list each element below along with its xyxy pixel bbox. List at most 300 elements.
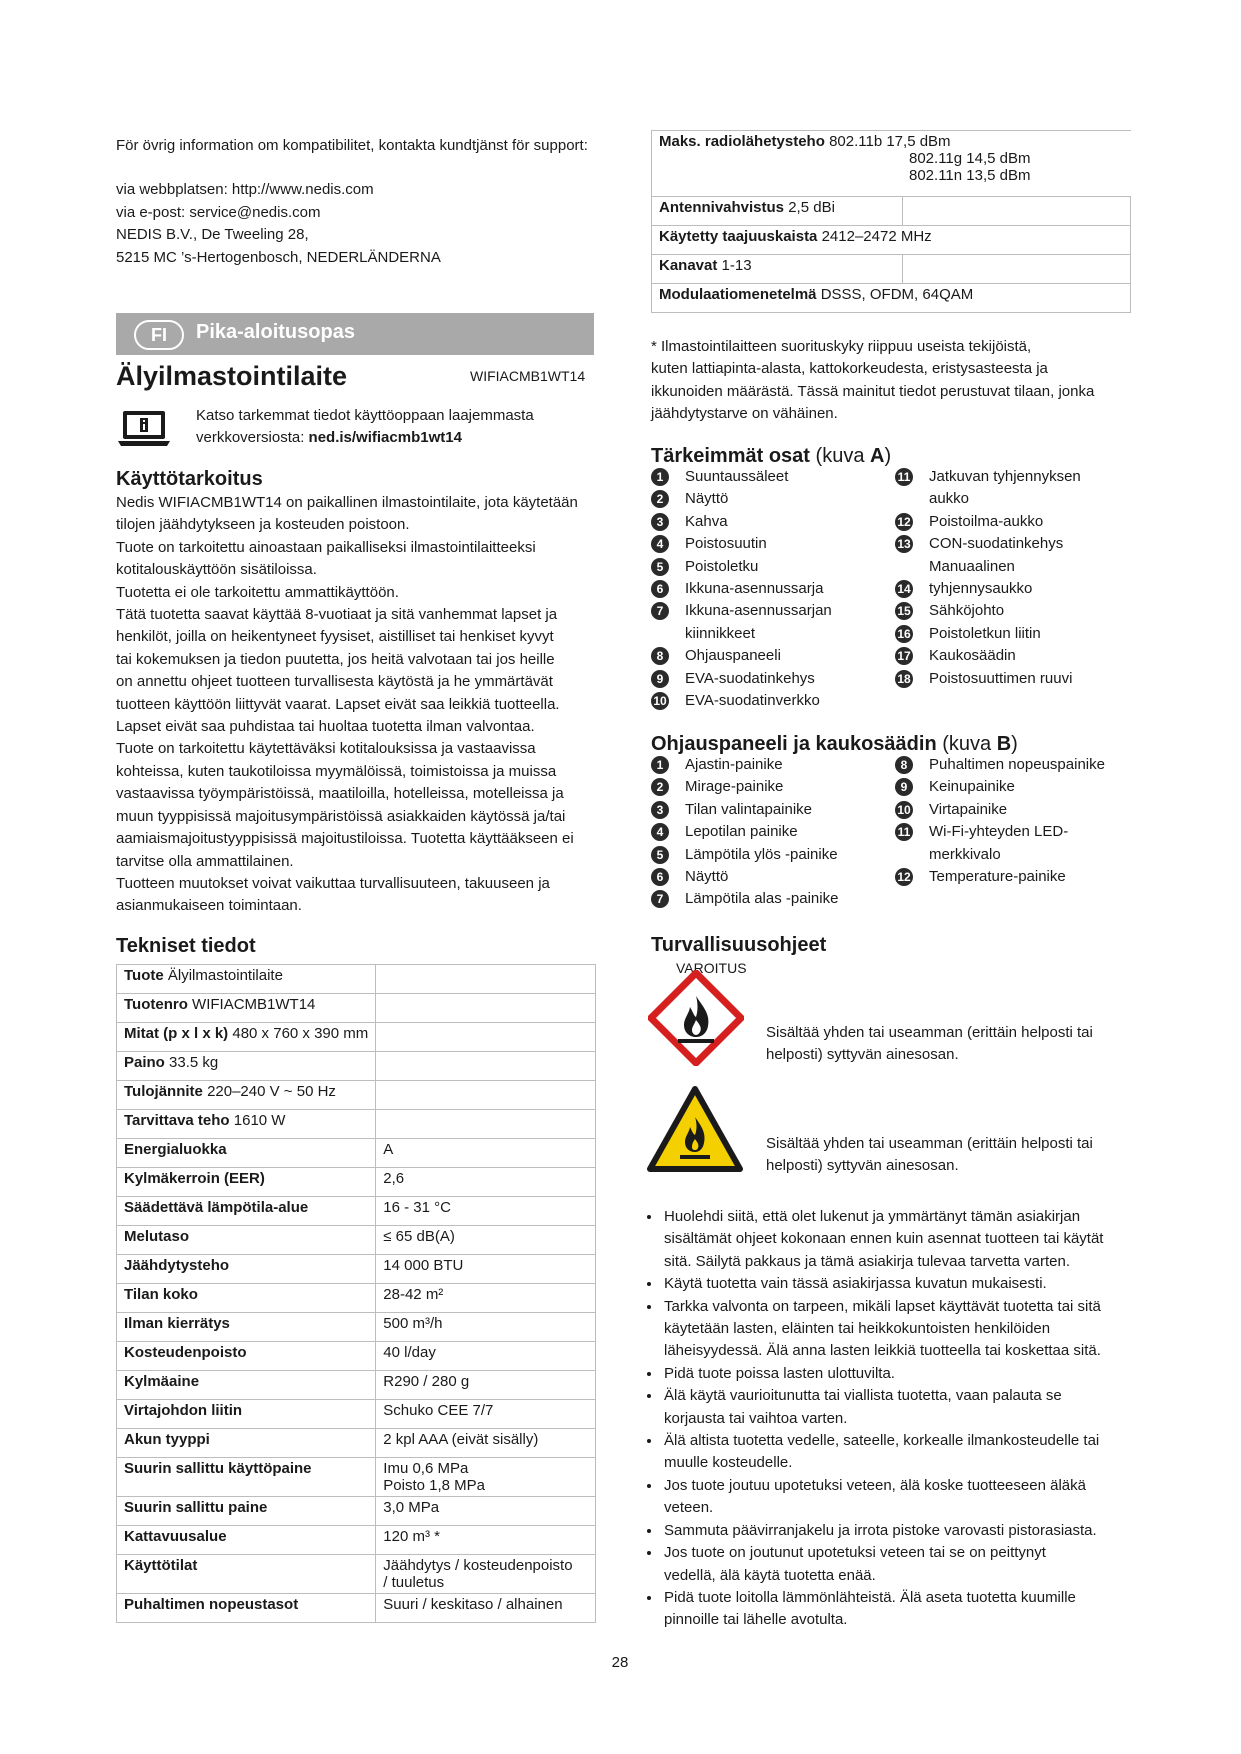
spec-key-cell bbox=[117, 1226, 376, 1255]
spec-value-cell bbox=[376, 1197, 596, 1226]
radio-row-5-key: Modulaatiomenetelmä bbox=[659, 286, 817, 303]
item-label: Ikkuna-asennussarja bbox=[685, 580, 824, 598]
radio-row-5-value: DSSS, OFDM, 64QAM bbox=[820, 286, 974, 303]
safety-bullet-line: korjausta tai vaihtoa varten. bbox=[664, 1409, 848, 1427]
purpose-line: vastaavissa työympäristöissä, maatiloilla, hotelleissa, motelleissa ja bbox=[116, 785, 564, 803]
spec-key: Kylmäkerroin (EER) bbox=[124, 1170, 265, 1187]
item-number: 9 bbox=[651, 670, 669, 688]
spec-key: Säädettävä lämpötila-alue bbox=[124, 1199, 309, 1216]
safety-bullet bbox=[662, 1475, 1138, 1520]
item-label: Lämpötila alas -painike bbox=[685, 890, 839, 908]
safety-bullet-line: • Jos tuote on joutunut upotetuksi veteen tai se on peittynyt bbox=[664, 1544, 1046, 1562]
spec-value: 2 kpl AAA (eivät sisälly) bbox=[383, 1431, 539, 1448]
radio-row-3-key: Käytetty taajuuskaista bbox=[659, 228, 818, 245]
spec-value: 14 000 BTU bbox=[383, 1257, 464, 1274]
spec-cell-empty bbox=[376, 965, 596, 994]
warning-label: VAROITUS bbox=[676, 960, 747, 976]
spec-value: 2,6 bbox=[383, 1170, 405, 1187]
list-item bbox=[651, 645, 891, 667]
spec-key: Käyttötilat bbox=[124, 1557, 198, 1574]
spec-value: 120 m³ * bbox=[383, 1528, 440, 1545]
item-label: Lämpötila ylös -painike bbox=[685, 845, 838, 863]
laptop-icon bbox=[117, 409, 171, 449]
spec-key: Virtajohdon liitin bbox=[124, 1402, 243, 1419]
spec-value-cell bbox=[376, 1371, 596, 1400]
safety-bullets bbox=[648, 1206, 1138, 1632]
spec-value: Suuri / keskitaso / alhainen bbox=[383, 1596, 563, 1613]
spec-key: Mitat (p x l x k) bbox=[124, 1025, 229, 1042]
footnote-line: ikkunoiden määrästä. Tässä mainitut tiedot perustuvat tilaan, jonka bbox=[651, 382, 1095, 400]
safety-bullet-line: • Sammuta päävirranjakelu ja irrota pistoke varovasti pistorasiasta. bbox=[664, 1521, 1097, 1539]
spec-value: Imu 0,6 MPa bbox=[383, 1460, 469, 1477]
safety-bullet-line: • Tarkka valvonta on tarpeen, mikäli lapset käyttävät tuotetta tai sitä bbox=[664, 1297, 1101, 1315]
spec-key: Kylmäaine bbox=[124, 1373, 200, 1390]
ghs-flame-icon bbox=[648, 970, 744, 1066]
item-number: 15 bbox=[895, 602, 913, 620]
spec-key-cell bbox=[117, 1255, 376, 1284]
purpose-line: tuotteen käyttöön liittyvät vaarat. Lapset eivät saa leikkiä tuotteella. bbox=[116, 695, 560, 713]
item-number: 4 bbox=[651, 823, 669, 841]
purpose-line: Tuote on tarkoitettu käytettäväksi kotitalouksissa ja vastaavissa bbox=[116, 740, 536, 758]
purpose-line: tai kokemuksen ja tiedon puutetta, jos heitä valvotaan tai jos heille bbox=[116, 650, 555, 668]
spec-key-cell bbox=[117, 1284, 376, 1313]
item-number: 5 bbox=[651, 558, 669, 576]
spec-cell-empty bbox=[376, 1081, 596, 1110]
page-number: 28 bbox=[611, 1654, 629, 1671]
safety-bullet-line: • Pidä tuote loitolla lämmönlähteistä. Älä aseta tuotetta kuumille bbox=[664, 1588, 1076, 1606]
spec-value: 40 l/day bbox=[383, 1344, 436, 1361]
spec-row bbox=[117, 1371, 596, 1400]
spec-row bbox=[117, 1081, 596, 1110]
parts-fig-letter: A bbox=[870, 445, 885, 467]
spec-row bbox=[117, 1497, 596, 1526]
safety-bullet-line: sitä. Säilytä pakkaus ja tämä asiakirja tulevaa tarvetta varten. bbox=[664, 1252, 1071, 1270]
spec-cell bbox=[117, 1110, 376, 1139]
safety-bullet-line: käytetään lasten, eläinten tai heikkokuntoisten henkilöiden bbox=[664, 1320, 1051, 1338]
spec-value: 500 m³/h bbox=[383, 1315, 443, 1332]
spec-key: Tuote bbox=[124, 967, 164, 984]
warning-text-1 bbox=[766, 1022, 1126, 1067]
spec-value: Jäähdytys / kosteudenpoisto bbox=[383, 1557, 573, 1574]
item-label: Mirage-painike bbox=[685, 778, 784, 796]
list-item bbox=[895, 645, 1135, 667]
spec-key-cell bbox=[117, 1526, 376, 1555]
list-item bbox=[651, 799, 891, 821]
item-label: kiinnikkeet bbox=[685, 624, 756, 642]
spec-row bbox=[117, 994, 596, 1023]
item-label: EVA-suodatinverkko bbox=[685, 692, 820, 710]
item-label: Temperature-painike bbox=[929, 868, 1066, 886]
purpose-heading: Käyttötarkoitus bbox=[116, 468, 263, 490]
spec-cell-empty bbox=[376, 1052, 596, 1081]
item-label: Lepotilan painike bbox=[685, 823, 798, 841]
item-number: 6 bbox=[651, 868, 669, 886]
spec-key-cell bbox=[117, 1458, 376, 1497]
radio-row-1-key: Maks. radiolähetysteho bbox=[659, 133, 825, 150]
spec-key-cell bbox=[117, 1555, 376, 1594]
spec-value-cell bbox=[376, 1497, 596, 1526]
spec-value: R290 / 280 g bbox=[383, 1373, 470, 1390]
spec-key: Paino bbox=[124, 1054, 165, 1071]
safety-bullet-line: vedellä, älä käytä tuotetta enää. bbox=[664, 1566, 876, 1584]
safety-bullet bbox=[662, 1542, 1138, 1587]
spec-row bbox=[117, 1023, 596, 1052]
spec-value: 480 x 760 x 390 mm bbox=[232, 1025, 369, 1042]
list-item bbox=[651, 488, 891, 510]
item-number: 11 bbox=[895, 823, 913, 841]
item-number: 2 bbox=[651, 490, 669, 508]
item-number: 8 bbox=[895, 756, 913, 774]
parts-fig-close: ) bbox=[884, 445, 892, 467]
spec-row bbox=[117, 1594, 596, 1623]
spec-value-cell bbox=[376, 1342, 596, 1371]
spec-value: 16 - 31 °C bbox=[383, 1199, 451, 1216]
list-item bbox=[895, 799, 1135, 821]
spec-value-cell bbox=[376, 1168, 596, 1197]
spec-value: WIFIACMB1WT14 bbox=[192, 996, 316, 1013]
purpose-line: Tuotetta ei ole tarkoitettu ammattikäyttöön. bbox=[116, 583, 399, 601]
purpose-line: aamiaismajoitustyyppisissä majoitustiloissa. Tuotetta käyttääkseen ei bbox=[116, 830, 574, 848]
safety-bullet-line: muulle kosteudelle. bbox=[664, 1454, 793, 1472]
spec-key-cell bbox=[117, 1594, 376, 1623]
warning-text-2 bbox=[766, 1133, 1126, 1178]
item-number: 13 bbox=[895, 535, 913, 553]
purpose-body bbox=[116, 492, 606, 918]
list-item bbox=[895, 844, 1135, 866]
safety-bullet-line: • Älä altista tuotetta vedelle, sateelle, korkealle ilmankosteudelle tai bbox=[664, 1432, 1100, 1450]
list-item bbox=[651, 668, 891, 690]
spec-value-cell bbox=[376, 1139, 596, 1168]
purpose-line: kohteissa, kuten taukotiloissa myymälöissä, toimistoissa ja muissa bbox=[116, 762, 557, 780]
safety-bullet-line: • Jos tuote joutuu upotetuksi veteen, älä koske tuotteeseen äläkä bbox=[664, 1476, 1086, 1494]
spec-row bbox=[117, 1226, 596, 1255]
spec-key: Tilan koko bbox=[124, 1286, 198, 1303]
item-label: CON-suodatinkehys bbox=[929, 535, 1064, 553]
list-item bbox=[651, 466, 891, 488]
item-label: Suuntaussäleet bbox=[685, 468, 789, 485]
language-band bbox=[116, 313, 594, 355]
spec-key: Suurin sallittu paine bbox=[124, 1499, 268, 1516]
list-item bbox=[651, 556, 891, 578]
item-number: 18 bbox=[895, 670, 913, 688]
list-item bbox=[895, 866, 1135, 888]
safety-bullet bbox=[662, 1206, 1138, 1273]
radio-row-3-value: 2412–2472 MHz bbox=[821, 228, 932, 245]
manual-note bbox=[196, 405, 586, 450]
purpose-line: tilojen jäähdytykseen ja kosteuden poistoon. bbox=[116, 516, 410, 534]
warning-line: Sisältää yhden tai useamman (erittäin helposti tai bbox=[766, 1024, 1093, 1041]
spec-key-cell bbox=[117, 1139, 376, 1168]
spec-row bbox=[117, 1458, 596, 1497]
item-number: 3 bbox=[651, 513, 669, 531]
spec-value: Älyilmastointilaite bbox=[167, 967, 283, 984]
spec-value-cell bbox=[376, 1313, 596, 1342]
spec-key: Akun tyyppi bbox=[124, 1431, 210, 1448]
spec-value-cell bbox=[376, 1594, 596, 1623]
parts-heading-text: Tärkeimmät osat bbox=[651, 445, 810, 467]
list-item bbox=[651, 600, 891, 622]
safety-bullet bbox=[662, 1296, 1138, 1363]
spec-value: 1610 W bbox=[233, 1112, 286, 1129]
parts-heading bbox=[651, 444, 891, 468]
spec-value: 28-42 m² bbox=[383, 1286, 444, 1303]
spec-cell-empty bbox=[376, 994, 596, 1023]
purpose-line: Tätä tuotetta saavat käyttää 8-vuotiaat ja sitä vanhemmat lapset ja bbox=[116, 606, 558, 624]
safety-bullet bbox=[662, 1363, 1138, 1385]
purpose-line: Tuote on tarkoitettu ainoastaan paikalliseksi ilmastointilaitteeksi bbox=[116, 538, 536, 556]
list-item bbox=[651, 821, 891, 843]
product-model: WIFIACMB1WT14 bbox=[470, 368, 586, 384]
spec-value: 3,0 MPa bbox=[383, 1499, 440, 1516]
spec-value-cell bbox=[376, 1400, 596, 1429]
purpose-line: tarvitse olla ammattilainen. bbox=[116, 852, 294, 870]
list-item bbox=[895, 466, 1135, 488]
spec-key-cell bbox=[117, 1197, 376, 1226]
spec-row bbox=[117, 1342, 596, 1371]
footnote-line: * Ilmastointilaitteen suorituskyky riippuu useista tekijöistä, bbox=[651, 338, 1032, 355]
spec-row bbox=[117, 965, 596, 994]
list-item bbox=[895, 488, 1135, 510]
contact-intro: För övrig information om kompatibilitet, kontakta kundtjänst för support: bbox=[116, 137, 588, 154]
item-label: Sähköjohto bbox=[929, 602, 1005, 620]
item-number: 2 bbox=[651, 778, 669, 796]
list-item bbox=[895, 754, 1135, 776]
spec-row bbox=[117, 1168, 596, 1197]
spec-value-cell bbox=[376, 1255, 596, 1284]
list-item bbox=[651, 623, 891, 645]
spec-key-cell bbox=[117, 1371, 376, 1400]
purpose-line: henkilöt, joilla on heikentyneet fyysiset, aistilliset tai henkiset kyvyt bbox=[116, 628, 554, 646]
radio-table bbox=[651, 130, 1131, 313]
list-item bbox=[895, 776, 1135, 798]
spec-key: Ilman kierrätys bbox=[124, 1315, 230, 1332]
list-item bbox=[895, 623, 1135, 645]
spec-value-2: / tuuletus bbox=[383, 1574, 445, 1591]
list-item bbox=[895, 556, 1135, 578]
list-item bbox=[895, 821, 1135, 843]
item-label: Poistosuutin bbox=[685, 535, 767, 553]
spec-row bbox=[117, 1429, 596, 1458]
spec-key: Tulojännite bbox=[124, 1083, 203, 1100]
spec-value: 33.5 kg bbox=[169, 1054, 219, 1071]
spec-cell-empty bbox=[376, 1023, 596, 1052]
purpose-line: Nedis WIFIACMB1WT14 on paikallinen ilmastointilaite, jota käytetään bbox=[116, 494, 578, 511]
spec-key-cell bbox=[117, 1429, 376, 1458]
safety-bullet-line: sisältämät ohjeet kokonaan ennen kuin asennat tuotteen tai käytät bbox=[664, 1230, 1104, 1248]
item-number: 5 bbox=[651, 846, 669, 864]
spec-cell bbox=[117, 1023, 376, 1052]
item-label: Poistoilma-aukko bbox=[929, 512, 1044, 530]
spec-row bbox=[117, 1555, 596, 1594]
spec-key: Melutaso bbox=[124, 1228, 190, 1245]
spec-row bbox=[117, 1400, 596, 1429]
spec-value-cell bbox=[376, 1284, 596, 1313]
safety-bullet-line: • Huolehdi siitä, että olet lukenut ja ymmärtänyt tämän asiakirjan bbox=[664, 1208, 1081, 1225]
item-number: 1 bbox=[651, 468, 669, 486]
parts-list-left bbox=[651, 466, 891, 712]
radio-row-1-value-2: 802.11g 14,5 dBm bbox=[909, 150, 1031, 167]
safety-bullet bbox=[662, 1587, 1138, 1632]
list-item bbox=[651, 578, 891, 600]
footnote bbox=[651, 336, 1131, 426]
contact-email: via e-post: service@nedis.com bbox=[116, 203, 321, 221]
item-number: 12 bbox=[895, 513, 913, 531]
spec-row bbox=[117, 1526, 596, 1555]
item-number: 14 bbox=[895, 580, 913, 598]
footnote-line: kuten lattiapinta-alasta, kattokorkeudesta, eristysasteesta ja bbox=[651, 360, 1048, 378]
radio-row-4-value: 1-13 bbox=[721, 257, 752, 274]
item-label: EVA-suodatinkehys bbox=[685, 669, 815, 687]
panel-heading-text: Ohjauspaneeli ja kaukosäädin bbox=[651, 733, 937, 755]
panel-list-right bbox=[895, 754, 1135, 888]
spec-value: 220–240 V ~ 50 Hz bbox=[207, 1083, 336, 1100]
spec-cell bbox=[117, 965, 376, 994]
safety-bullet bbox=[662, 1273, 1138, 1295]
parts-fig: (kuva bbox=[815, 445, 870, 467]
footnote-line: jäähdytystarve on vähäinen. bbox=[651, 405, 838, 423]
spec-cell bbox=[117, 1052, 376, 1081]
spec-key-cell bbox=[117, 1400, 376, 1429]
safety-bullet bbox=[662, 1430, 1138, 1475]
list-item bbox=[895, 511, 1135, 533]
language-badge: FI bbox=[134, 320, 184, 350]
spec-key: Suurin sallittu käyttöpaine bbox=[124, 1460, 312, 1477]
radio-row-2-key: Antennivahvistus bbox=[659, 199, 785, 216]
item-number: 9 bbox=[895, 778, 913, 796]
spec-key-cell bbox=[117, 1168, 376, 1197]
warning-line: Sisältää yhden tai useamman (erittäin helposti tai bbox=[766, 1135, 1093, 1152]
spec-key: Kattavuusalue bbox=[124, 1528, 227, 1545]
contact-address-2: 5215 MC ’s-Hertogenbosch, NEDERLÄNDERNA bbox=[116, 248, 441, 266]
spec-value: ≤ 65 dB(A) bbox=[383, 1228, 455, 1245]
purpose-line: muun tyyppisissä majoitusympäristöissä asiakkaiden käytössä ja/tai bbox=[116, 807, 566, 825]
warning-line: helposti) syttyvän ainesosan. bbox=[766, 1046, 959, 1064]
spec-key-cell bbox=[117, 1313, 376, 1342]
item-label: Keinupainike bbox=[929, 778, 1015, 796]
spec-key: Jäähdytysteho bbox=[124, 1257, 230, 1274]
spec-key: Kosteudenpoisto bbox=[124, 1344, 247, 1361]
item-label: Poistoletku bbox=[685, 557, 759, 575]
item-label: Tilan valintapainike bbox=[685, 800, 813, 818]
specs-table bbox=[116, 964, 596, 1623]
item-label: Ajastin-painike bbox=[685, 756, 783, 773]
spec-cell bbox=[117, 994, 376, 1023]
list-item bbox=[651, 533, 891, 555]
safety-heading: Turvallisuusohjeet bbox=[651, 934, 827, 956]
band-title: Pika-aloitusopas bbox=[196, 321, 355, 343]
item-number: 4 bbox=[651, 535, 669, 553]
list-item bbox=[895, 600, 1135, 622]
safety-bullet-line: pinnoille tai lähelle avotulta. bbox=[664, 1611, 848, 1629]
spec-row bbox=[117, 1313, 596, 1342]
spec-key-cell bbox=[117, 1497, 376, 1526]
item-number: 1 bbox=[651, 756, 669, 774]
item-label: Virtapainike bbox=[929, 800, 1008, 818]
item-label: Poistosuuttimen ruuvi bbox=[929, 669, 1073, 687]
radio-row-2-value: 2,5 dBi bbox=[788, 199, 835, 216]
purpose-line: on annettu ohjeet tuotteen turvallisesta käytöstä ja he ymmärtävät bbox=[116, 673, 553, 691]
purpose-line: kotitalouskäyttöön sisätiloissa. bbox=[116, 561, 317, 579]
item-label: Kaukosäädin bbox=[929, 647, 1016, 665]
spec-row bbox=[117, 1139, 596, 1168]
purpose-line: Tuotteen muutokset voivat vaikuttaa turvallisuuteen, takuuseen ja bbox=[116, 874, 550, 892]
warning-line: helposti) syttyvän ainesosan. bbox=[766, 1157, 959, 1175]
spec-row bbox=[117, 1110, 596, 1139]
item-number: 7 bbox=[651, 890, 669, 908]
radio-row-4-key: Kanavat bbox=[659, 257, 718, 274]
contact-block bbox=[116, 135, 594, 269]
safety-bullet-line: läheisyydessä. Älä anna lasten leikkiä tuotteella tai koskettaa sitä. bbox=[664, 1342, 1101, 1360]
list-item bbox=[651, 888, 891, 910]
list-item bbox=[651, 844, 891, 866]
list-item bbox=[651, 511, 891, 533]
spec-value-cell bbox=[376, 1555, 596, 1594]
spec-key: Puhaltimen nopeustasot bbox=[124, 1596, 299, 1613]
spec-value: A bbox=[383, 1141, 394, 1158]
flammable-warning-icon bbox=[646, 1085, 744, 1175]
manual-note-text: Katso tarkemmat tiedot käyttöoppaan laajemmasta verkkoversiosta: bbox=[196, 407, 534, 447]
item-label: Ohjauspaneeli bbox=[685, 647, 781, 665]
item-number: 10 bbox=[651, 692, 669, 710]
list-item bbox=[651, 690, 891, 712]
panel-fig-close: ) bbox=[1011, 733, 1018, 755]
radio-row-1-value-3: 802.11n 13,5 dBm bbox=[909, 167, 1031, 184]
item-number: 8 bbox=[651, 647, 669, 665]
item-number: 10 bbox=[895, 801, 913, 819]
spec-value-cell bbox=[376, 1226, 596, 1255]
spec-key: Tuotenro bbox=[124, 996, 188, 1013]
spec-row bbox=[117, 1284, 596, 1313]
item-label: Kahva bbox=[685, 512, 728, 530]
list-item bbox=[651, 866, 891, 888]
item-label: Näyttö bbox=[685, 490, 729, 508]
manual-link[interactable]: ned.is/wifiacmb1wt14 bbox=[308, 429, 462, 447]
safety-bullet-line: • Käytä tuotetta vain tässä asiakirjassa kuvatun mukaisesti. bbox=[664, 1275, 1047, 1293]
safety-bullet bbox=[662, 1385, 1138, 1430]
list-item bbox=[895, 578, 1135, 600]
item-number: 11 bbox=[895, 468, 913, 486]
parts-list-right bbox=[895, 466, 1135, 690]
spec-value-cell bbox=[376, 1429, 596, 1458]
spec-cell-empty bbox=[376, 1110, 596, 1139]
spec-cell bbox=[117, 1081, 376, 1110]
item-number: 12 bbox=[895, 868, 913, 886]
item-number: 6 bbox=[651, 580, 669, 598]
spec-value: Schuko CEE 7/7 bbox=[383, 1402, 494, 1419]
item-number: 3 bbox=[651, 801, 669, 819]
panel-heading bbox=[651, 732, 1018, 756]
contact-address-1: NEDIS B.V., De Tweeling 28, bbox=[116, 226, 309, 244]
item-label: Manuaalinen bbox=[929, 557, 1015, 575]
purpose-line: asianmukaiseen toimintaan. bbox=[116, 897, 302, 915]
product-title: Älyilmastointilaite bbox=[116, 361, 348, 391]
item-number: 16 bbox=[895, 625, 913, 643]
item-label: Puhaltimen nopeuspainike bbox=[929, 756, 1105, 773]
contact-web: via webbplatsen: http://www.nedis.com bbox=[116, 181, 374, 199]
item-label: Näyttö bbox=[685, 868, 729, 886]
radio-row-1-value: 802.11b 17,5 dBm bbox=[829, 133, 951, 150]
spec-key-cell bbox=[117, 1342, 376, 1371]
spec-key: Tarvittava teho bbox=[124, 1112, 230, 1129]
purpose-line: Lapset eivät saa puhdistaa tai huoltaa tuotetta ilman valvontaa. bbox=[116, 718, 535, 736]
item-number: 7 bbox=[651, 602, 669, 620]
item-label: merkkivalo bbox=[929, 845, 1001, 863]
spec-row bbox=[117, 1197, 596, 1226]
list-item bbox=[651, 776, 891, 798]
list-item bbox=[895, 533, 1135, 555]
item-label: Jatkuvan tyhjennyksen bbox=[929, 468, 1081, 485]
item-label: aukko bbox=[929, 490, 970, 508]
